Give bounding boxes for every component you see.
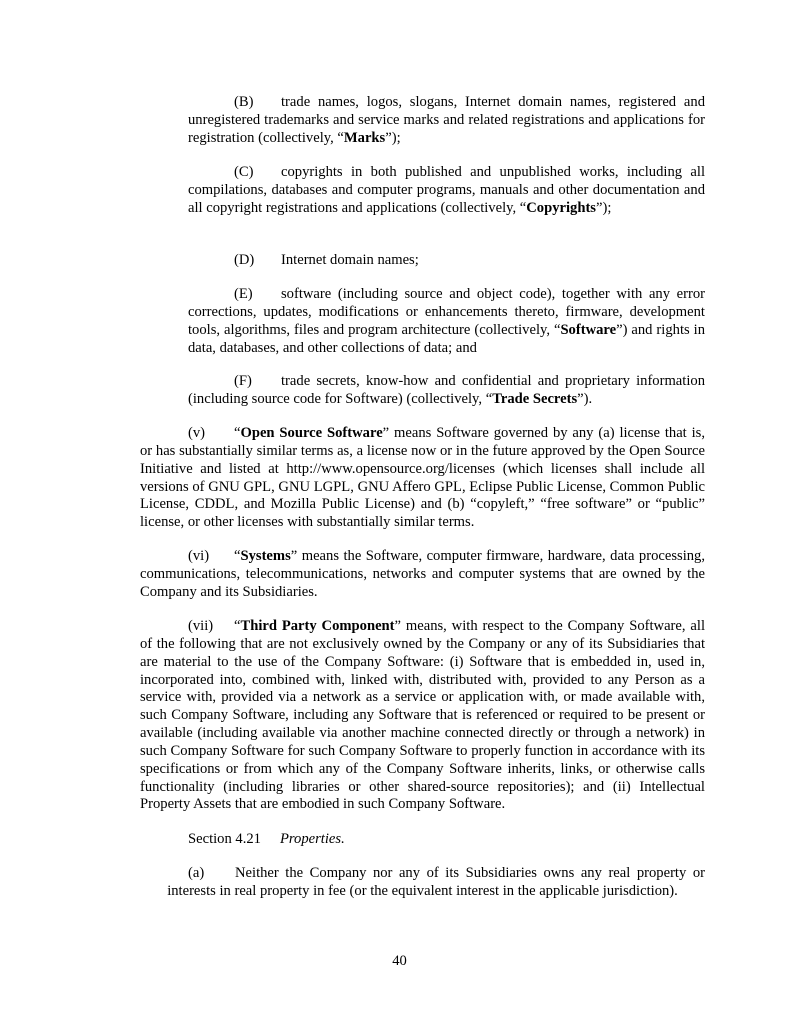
subsection-a-line-2: [140, 883, 705, 901]
clause-d-text: Internet domain names;: [281, 252, 419, 268]
clause-b-text: trade names, logos, slogans, Internet domain names, registered and unregistered trademarks and service marks and related registrations and applications for registration (collectively, “: [188, 94, 705, 146]
clause-d-label: (D): [234, 252, 255, 268]
clause-c-text: copyrights in both published and unpublished works, including all compilations, databases and computer programs, manuals and other documentation and all copyright registrations and applications (collectively, “: [188, 164, 705, 216]
clause-f-term: Trade Secrets: [492, 390, 578, 407]
subsection-a-line-1: [188, 865, 705, 883]
clause-e-term: Software: [560, 321, 617, 338]
clause-b-term: Marks: [343, 129, 386, 146]
definition-vii-term: Third Party Component: [240, 618, 395, 634]
clause-b: [188, 94, 705, 148]
definition-open-source-software: [140, 425, 705, 532]
definition-systems: [140, 548, 705, 602]
definition-v-quote: “: [234, 425, 241, 441]
section-heading: [140, 831, 705, 849]
clause-c-label: (C): [234, 164, 254, 180]
definition-vi-quote: “: [234, 548, 241, 564]
clause-b-tail: ”);: [385, 129, 401, 146]
clause-f-tail: ”).: [577, 390, 593, 407]
definition-v-term: Open Source Software: [240, 425, 383, 441]
page-number: 40: [392, 953, 407, 969]
section-title: Properties.: [280, 831, 345, 847]
clause-c-tail: ”);: [595, 199, 612, 216]
clause-d: [188, 252, 705, 270]
clause-c: [188, 164, 705, 218]
clause-b-label: (B): [234, 94, 254, 110]
clause-e-tail: ”) and rights in data, databases, and other collections of data; and: [188, 321, 705, 356]
definition-vi-label: (vi): [188, 548, 210, 564]
definition-vi-text: ” means the Software, computer firmware, hardware, data processing, communications, telecommunications, networks and computer systems that are owned by the Company and its Subsidiaries.: [140, 548, 705, 600]
subsection-a-text-cont: interests in real property in fee (or the equivalent interest in the applicable jurisdiction).: [167, 883, 678, 899]
definition-v-text: ” means Software governed by any (a) license that is, or has substantially similar terms as, a license now or in the future approved by the Open Source Initiative and listed at http://www.opensource.org/licenses (which licenses shall include all versions of GNU GPL, GNU LGPL, GNU Affero GPL, Eclipse Public License, Common Public License, CDDL, and Mozilla Public License) and (b) “copyleft,” “free software” or “public” license, or other licenses with substantially similar terms.: [140, 425, 705, 531]
subsection-a-label: (a): [188, 865, 205, 881]
clause-f-label: (F): [234, 373, 252, 389]
clause-e-text: software (including source and object code), together with any error corrections, updates, modifications or enhancements thereto, firmware, development tools, algorithms, files and program architecture (collectively, “: [188, 286, 705, 338]
definition-third-party-component: [140, 618, 705, 814]
clause-e-label: (E): [234, 286, 253, 302]
definition-vii-quote: “: [234, 618, 241, 634]
definition-vi-term: Systems: [240, 548, 291, 564]
clause-c-term: Copyrights: [526, 199, 596, 216]
subsection-a-text: Neither the Company nor any of its Subsidiaries owns any real property or: [235, 865, 705, 881]
clause-f: [188, 373, 705, 409]
definition-vii-label: (vii): [188, 618, 214, 634]
section-number: Section 4.21: [188, 831, 261, 847]
definition-v-label: (v): [188, 425, 206, 441]
definition-vii-text: ” means, with respect to the Company Software, all of the following that are not exclusively owned by the Company or any of its Subsidiaries that are material to the use of the Company Software: (i) Software that is embedded in, used in, incorporated into, combined with, linked with, distributed with, provided to any Person as a service with, provided via a network as a service or application with, or made available with, such Company Software, including any Software that is referenced or required to be present or available (including available via another machine connected directly or through a network) in such Company Software for such Company Software to properly function in accordance with its specifications or from which any of the Company Software inherits, links, or otherwise calls functionality (including libraries or other shared-source repositories); and (ii) Intellectual Property Assets that are embodied in such Company Software.: [140, 618, 705, 813]
clause-e: [188, 286, 705, 357]
clause-f-text: trade secrets, know-how and confidential and proprietary information (including source code for Software) (collectively, “: [188, 373, 705, 407]
